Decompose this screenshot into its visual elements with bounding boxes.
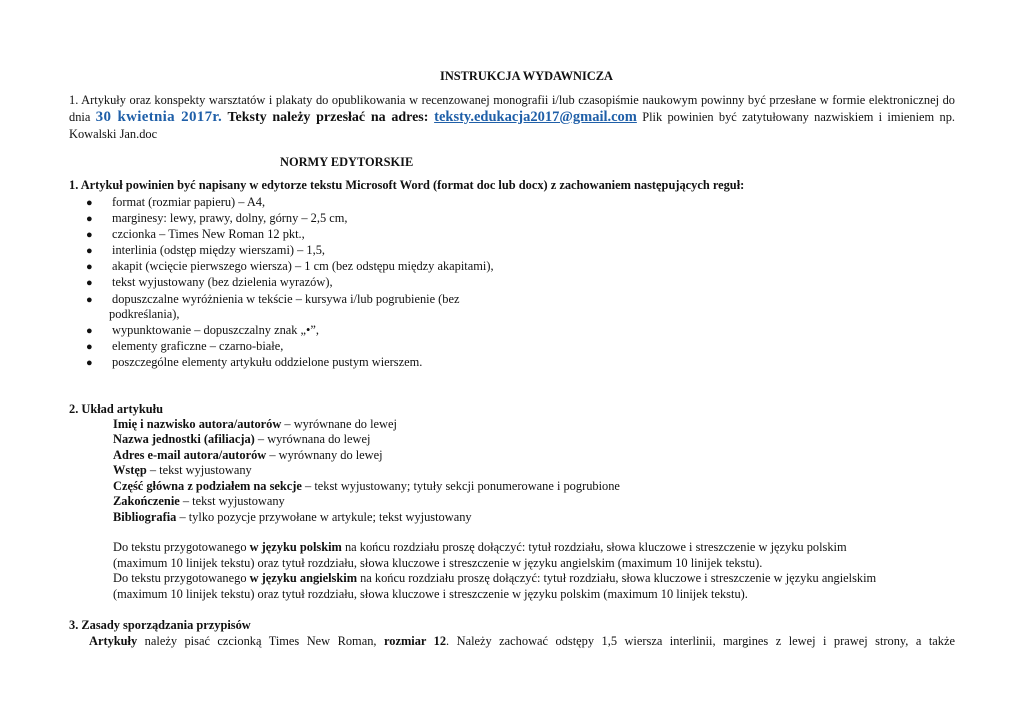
list-item <box>86 323 319 339</box>
section2-heading: 2. Układ artykułu <box>69 402 163 416</box>
list-item <box>86 339 283 355</box>
bullet-icon: ● <box>86 294 93 306</box>
norms-heading: NORMY EDYTORSKIE <box>280 155 414 169</box>
intro-paragraph <box>69 92 955 143</box>
list-item-text: dopuszczalne wyróżnienia w tekście – kursywa i/lub pogrubienie (bez <box>112 292 460 306</box>
layout-item: Zakończenie – tekst wyjustowany <box>113 494 285 508</box>
list-item <box>86 355 422 371</box>
list-item-text: poszczególne elementy artykułu oddzielone pustym wierszem. <box>112 355 423 369</box>
layout-item: Adres e-mail autora/autorów – wyrównany do lewej <box>113 448 383 462</box>
bullet-icon: ● <box>86 213 93 225</box>
bullet-icon: ● <box>86 261 93 273</box>
list-item-text: akapit (wcięcie pierwszego wiersza) – 1 cm (bez odstępu między akapitami), <box>112 259 494 273</box>
email-link[interactable]: teksty.edukacja2017@gmail.com <box>434 108 637 125</box>
list-item-continuation: podkreślania), <box>109 307 180 321</box>
bullet-icon: ● <box>86 325 93 337</box>
polish-note-line2: (maximum 10 linijek tekstu) oraz tytuł rozdziału, słowa kluczowe i streszczenie w języku angielskim (maximum 10 linijek tekstu). <box>113 556 763 570</box>
layout-item: Imię i nazwisko autora/autorów – wyrównane do lewej <box>113 417 397 431</box>
list-item-text: marginesy: lewy, prawy, dolny, górny – 2,5 cm, <box>112 211 348 225</box>
bullet-icon: ● <box>86 357 93 369</box>
list-item <box>86 292 460 308</box>
bullet-icon: ● <box>86 197 93 209</box>
english-note-line1: Do tekstu przygotowanego w języku angielskim na końcu rozdziału proszę dołączyć: tytuł rozdziału, słowa kluczowe i streszczenie w języku angielskim <box>113 571 877 585</box>
list-item <box>86 275 333 291</box>
intro-file-naming: Plik powinien być zatytułowany nazwiskiem i imieniem np. Kowalski Jan.doc <box>69 109 955 141</box>
section3-paragraph: Artykuły należy pisać czcionką Times New Roman, rozmiar 12. Należy zachować odstępy 1,5 wiersza interlinii, margines z lewej i prawej strony, a także <box>89 634 955 648</box>
list-item <box>86 227 305 243</box>
bullet-icon: ● <box>86 245 93 257</box>
document-title: INSTRUKCJA WYDAWNICZA <box>440 69 613 83</box>
layout-item: Część główna z podziałem na sekcje – tekst wyjustowany; tytuły sekcji ponumerowane i pogrubione <box>113 479 620 493</box>
list-item-text: tekst wyjustowany (bez dzielenia wyrazów), <box>112 275 333 289</box>
list-item <box>86 211 348 227</box>
polish-note-line1: Do tekstu przygotowanego w języku polskim na końcu rozdziału proszę dołączyć: tytuł rozdziału, słowa kluczowe i streszczenie w języku polskim <box>113 540 847 554</box>
section1-heading: 1. Artykuł powinien być napisany w edytorze tekstu Microsoft Word (format doc lub docx) z zachowaniem następujących reguł: <box>69 178 745 192</box>
bullet-icon: ● <box>86 277 93 289</box>
send-to-label: Teksty należy przesłać na adres: <box>222 109 435 125</box>
intro-text: 1. Artykuły oraz konspekty warsztatów i plakaty do opublikowania w recenzowanej monografii i/lub czasopiśmie naukowym powinny być przesłane w formie elektronicznej do dnia <box>69 93 955 124</box>
list-item-text: interlinia (odstęp między wierszami) – 1,5, <box>112 243 325 257</box>
deadline-date: 30 kwietnia 2017r. <box>95 108 222 125</box>
list-item <box>86 259 494 275</box>
layout-item: Nazwa jednostki (afiliacja) – wyrównana do lewej <box>113 432 371 446</box>
bullet-icon: ● <box>86 229 93 241</box>
list-item-text: czcionka – Times New Roman 12 pkt., <box>112 227 305 241</box>
list-item-text: wypunktowanie – dopuszczalny znak „•”, <box>112 323 319 337</box>
english-note-line2: (maximum 10 linijek tekstu) oraz tytuł rozdziału, słowa kluczowe i streszczenie w języku polskim (maximum 10 linijek tekstu). <box>113 587 748 601</box>
list-item-text: elementy graficzne – czarno-białe, <box>112 339 284 353</box>
layout-item: Bibliografia – tylko pozycje przywołane w artykule; tekst wyjustowany <box>113 510 472 524</box>
section3-heading: 3. Zasady sporządzania przypisów <box>69 618 251 632</box>
list-item <box>86 195 265 211</box>
bullet-icon: ● <box>86 341 93 353</box>
layout-item: Wstęp – tekst wyjustowany <box>113 463 252 477</box>
list-item <box>86 243 325 259</box>
list-item-text: format (rozmiar papieru) – A4, <box>112 195 266 209</box>
